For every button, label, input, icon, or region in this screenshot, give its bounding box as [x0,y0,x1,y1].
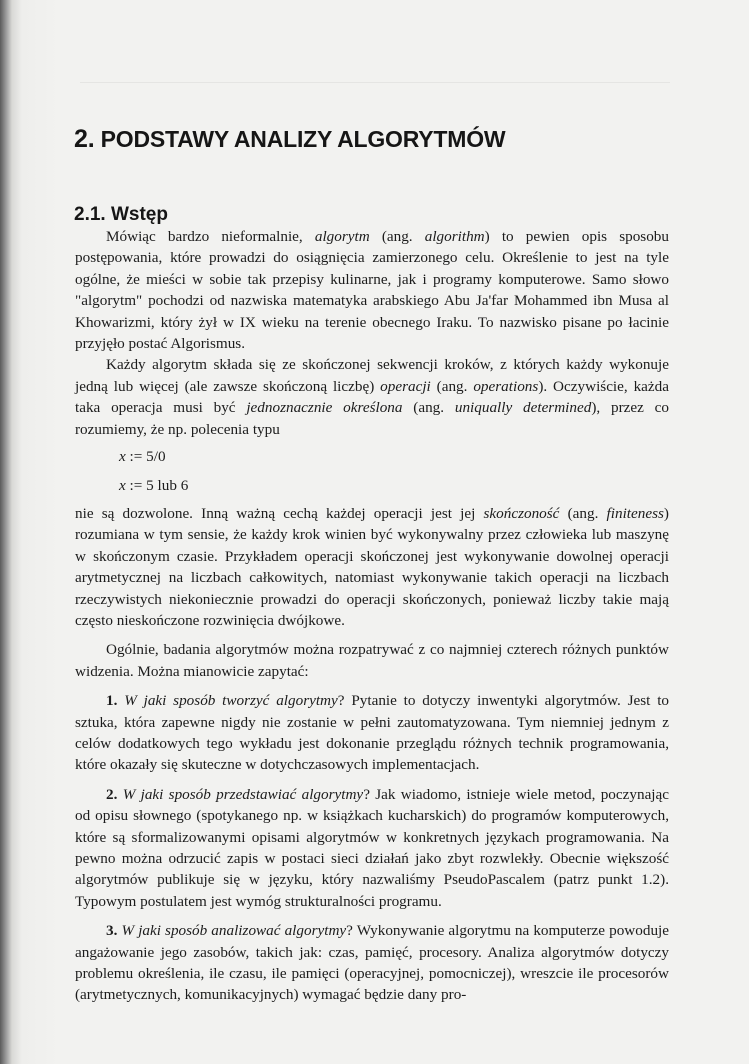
section-number: 2.1. [74,203,106,225]
term-jednoznacznie: jednoznacznie określona [246,399,403,417]
formula-expr: := 5/0 [125,448,166,466]
section-title-text: Wstęp [110,203,168,225]
chapter-title [74,125,505,154]
item-number: 1. [106,692,118,710]
formula-var: x [119,477,126,495]
question-mark: ? [346,922,353,940]
paragraph-finiteness [75,503,669,631]
chapter-number: 2. [74,125,95,154]
formula-2 [119,475,669,496]
item-text: Jak wiadomo, istnieje wiele metod, poczynając od opisu słownego (spotykanego np. w książkach kucharskich) do programów komputerowych, które są sformalizowanymi opisami algorytmów w konkretnych językach programowania. Na pewno można odrzucić zapis w postaci sieci działań jako zbyt rozwlekły. Obecnie większość algorytmów publikuje się w języku, który nazwaliśmy PseudoPascalem (patrz punkt 1.2). Typowym postulatem jest wymóg strukturalności programu. [75,785,670,910]
list-item-1 [75,690,669,776]
chapter-title-text: PODSTAWY ANALIZY ALGORYTMÓW [100,126,506,153]
paragraph-viewpoints: Ogólnie, badania algorytmów można rozpatrywać z co najmniej czterech różnych punktów widzenia. Można mianowicie zapytać: [75,641,669,680]
text-run: ) to pewien opis sposobu postępowania, które prowadzi do osiągnięcia zamierzonego celu. Określenie to jest na tyle ogólne, że mieści w sobie tak przepisy kulinarne, jak i programy komputerowe. Samo słowo "algorytm" pochodzi od nazwiska matematyka arabskiego Abu Ja'far Mohammed ibn Musa al Khowarizmi, który żył w IX wieku na terenie obecnego Iraku. To nazwisko pisane po łacinie przyjęło postać Algorismus. [75,228,669,353]
paragraph-intro [75,226,669,354]
section-title [74,204,168,226]
item-number: 2. [106,785,118,803]
list-item-2 [75,784,669,912]
term-algorithm: algorithm [424,228,485,245]
term-finiteness: finiteness [606,504,664,522]
formula-expr: := 5 lub 6 [125,477,189,495]
text-run: ) rozumiana w tym sensie, że każdy krok winien być wykonywalny przez człowieka lub maszynę w skończonym czasie. Przykładem operacji skończonej jest wykonywanie dowolnej operacji arytmetycznej na liczbach całkowitych, natomiast wykonywanie takich operacji na liczbach rzeczywistych niekoniecznie prowadzi do operacji skończonych, ponieważ liczby takie mają często nieskończone rozwinięcia dwójkowe. [75,504,669,629]
item-question: W jaki sposób tworzyć algorytmy [124,692,338,710]
term-uniqually: uniqually determined [454,399,592,417]
text-run: (ang. [369,228,425,245]
question-mark: ? [337,692,345,710]
item-number: 3. [106,922,118,940]
ghost-header-rule [80,82,670,83]
item-text: Pytanie to dotyczy inwentyki algorytmów. Jest to sztuka, która zapewne nigdy nie zostanie w pełni zautomatyzowana. Tym niemniej jednym z celów dodatkowych tego wykładu jest dokonanie przeglądu różnych technik programowania, które okazały się skuteczne w dotychczasowych implementacjach. [75,692,670,774]
text-run: Mówiąc bardzo nieformalnie, [106,228,315,245]
formula-1 [119,446,669,467]
text-run: (ang. [559,504,607,522]
text-run: nie są dozwolone. Inną ważną cechą każdej operacji jest jej [75,504,484,522]
item-question: W jaki sposób przedstawiać algorytmy [122,785,364,803]
item-text: Wykonywanie algorytmu na komputerze powoduje angażowanie jego zasobów, takich jak: czas, pamięć, procesory. Analiza algorytmów dotyczy problemu określenia, ile czasu, ile pamięci (operacyjnej, pomocniczej), wreszcie ile procesorów (arytmetycznych, komunikacyjnych) wymagać będzie dany pro- [75,922,669,1004]
term-operations: operations [473,377,539,395]
list-item-3 [75,920,669,1006]
formula-var: x [119,448,126,466]
text-run: ). Oczywiście, każda taka operacja musi być [75,377,669,417]
term-operacji: operacji [380,377,431,395]
text-run: Każdy algorytm składa się ze skończonej sekwencji kroków, z których każdy wykonuje jedną lub więcej (ale zawsze skończoną liczbę) [75,356,669,395]
text-run: ), przez co rozumiemy, że np. polecenia typu [75,399,669,438]
paragraph-operations [75,354,669,440]
term-algorytm: algorytm [314,228,370,245]
body-text [75,226,669,1006]
text-run: (ang. [430,377,474,395]
text-run: (ang. [402,399,455,417]
question-mark: ? [363,785,370,803]
term-skonczonosc: skończoność [483,504,560,522]
item-question: W jaki sposób analizować algorytmy [121,922,347,940]
